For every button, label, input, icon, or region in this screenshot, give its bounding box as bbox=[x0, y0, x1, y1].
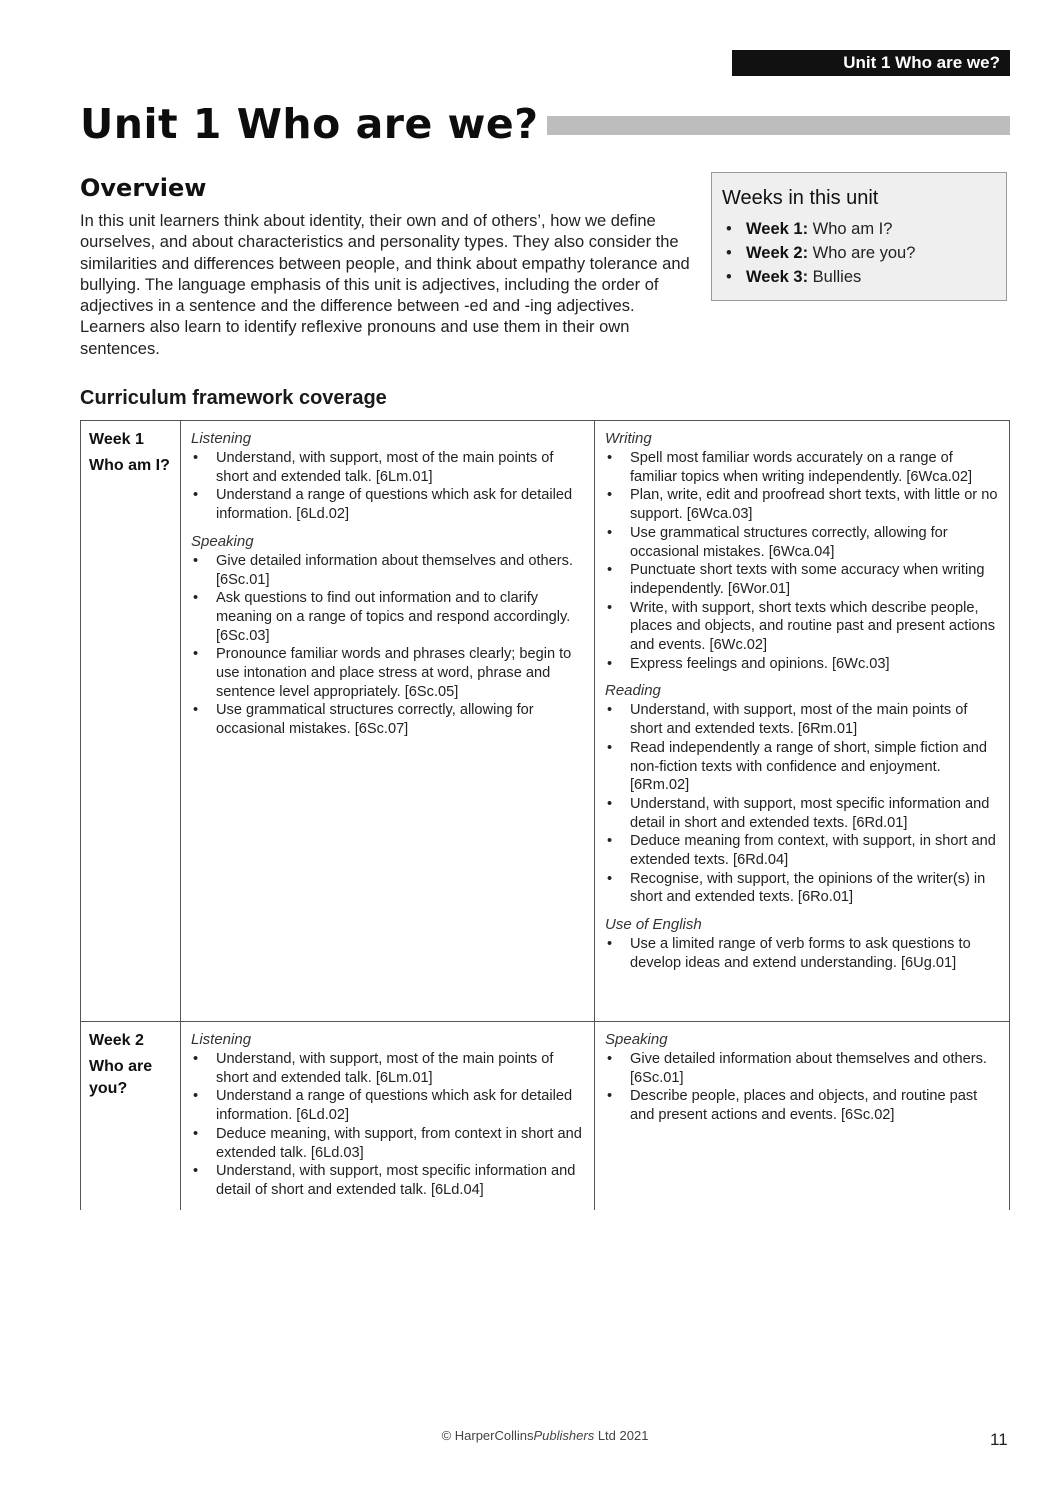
week-topic: Bullies bbox=[812, 268, 862, 286]
objective-section bbox=[605, 429, 999, 673]
objective-list bbox=[605, 701, 999, 907]
list-item: • Understand, with support, most of the main points of short and extended talk. [6Lm.01] bbox=[191, 449, 584, 486]
objective-list bbox=[605, 449, 999, 673]
objectives-cell bbox=[595, 421, 1010, 1021]
objective-list bbox=[605, 1050, 999, 1125]
list-item: • Use a limited range of verb forms to ask questions to develop ideas and extend understanding. [6Ug.01] bbox=[605, 935, 999, 972]
objective-list bbox=[191, 449, 584, 524]
table-row bbox=[80, 420, 1010, 1022]
week-cell bbox=[80, 1022, 181, 1210]
week-topic: Who am I? bbox=[812, 220, 893, 238]
table-row bbox=[80, 1022, 1010, 1210]
copyright-prefix: © HarperCollins bbox=[441, 1428, 534, 1443]
list-item: • Give detailed information about themselves and others. [6Sc.01] bbox=[605, 1050, 999, 1087]
section-title: Writing bbox=[605, 430, 652, 447]
unit-title: Unit 1 Who are we? bbox=[80, 100, 539, 148]
list-item: • Plan, write, edit and proofread short texts, with little or no support. [6Wca.03] bbox=[605, 486, 999, 523]
objective-section bbox=[605, 915, 999, 972]
objective-section bbox=[191, 429, 584, 524]
list-item: • Ask questions to find out information and to clarify meaning on a range of topics and respond accordingly. [6Sc.03] bbox=[191, 589, 584, 645]
objectives-cell bbox=[595, 1022, 1010, 1210]
list-item: • Spell most familiar words accurately on a range of familiar topics when writing independently. [6Wca.02] bbox=[605, 449, 999, 486]
list-item: • Use grammatical structures correctly, allowing for occasional mistakes. [6Wca.04] bbox=[605, 524, 999, 561]
curriculum-table bbox=[80, 420, 1010, 1210]
week-number: Week 1 bbox=[89, 431, 144, 448]
list-item: • Understand a range of questions which ask for detailed information. [6Ld.02] bbox=[191, 1087, 584, 1124]
list-item: • Punctuate short texts with some accuracy when writing independently. [6Wor.01] bbox=[605, 561, 999, 598]
list-item: • Give detailed information about themselves and others. [6Sc.01] bbox=[191, 552, 584, 589]
list-item: • Use grammatical structures correctly, allowing for occasional mistakes. [6Sc.07] bbox=[191, 701, 584, 738]
objective-section bbox=[605, 681, 999, 907]
coverage-heading: Curriculum framework coverage bbox=[80, 387, 387, 409]
week-title: Who am I? bbox=[89, 457, 170, 474]
list-item: • Pronounce familiar words and phrases clearly; begin to use intonation and place stress at word, phrase and sentence level appropriately. [6Sc.05] bbox=[191, 645, 584, 701]
objective-section bbox=[191, 532, 584, 739]
objective-list bbox=[191, 1050, 584, 1200]
section-title: Speaking bbox=[191, 532, 254, 550]
weeks-in-unit-box bbox=[711, 172, 1007, 301]
weeks-list bbox=[722, 217, 996, 289]
overview-heading: Overview bbox=[80, 174, 207, 202]
list-item: • Deduce meaning from context, with support, in short and extended texts. [6Rd.04] bbox=[605, 832, 999, 869]
objectives-cell bbox=[181, 421, 595, 1021]
list-item: • Deduce meaning, with support, from context in short and extended talk. [6Ld.03] bbox=[191, 1125, 584, 1162]
section-title: Reading bbox=[605, 682, 661, 700]
list-item: • Understand, with support, most specific information and detail of short and extended talk. [6Ld.04] bbox=[191, 1162, 584, 1199]
weeks-list-item bbox=[722, 241, 996, 265]
objectives-cell bbox=[181, 1022, 595, 1210]
week-number: Week 2 bbox=[89, 1032, 144, 1049]
objective-list bbox=[605, 935, 999, 972]
list-item: • Understand, with support, most of the main points of short and extended texts. [6Rm.01] bbox=[605, 701, 999, 738]
list-item: • Understand, with support, most specific information and detail in short and extended texts. [6Rd.01] bbox=[605, 795, 999, 832]
title-rule-bar bbox=[547, 116, 1010, 135]
section-title: Listening bbox=[191, 1031, 252, 1048]
week-topic: Who are you? bbox=[812, 244, 916, 262]
overview-text: In this unit learners think about identity, their own and of others’, how we define ourselves, and about characteristics and personality types. They also consider the similarities and differences between people, and think about empathy tolerance and bullying. The language emphasis of this unit is adjectives, including the order of adjectives in a sentence and the difference between -ed and -ing adjectives. Learners also learn to identify reflexive pronouns and use them in their own sentences. bbox=[80, 212, 690, 358]
list-item: • Recognise, with support, the opinions of the writer(s) in short and extended texts. [6Ro.01] bbox=[605, 870, 999, 907]
section-title: Use of English bbox=[605, 916, 702, 934]
weeks-list-item bbox=[722, 265, 996, 289]
list-item: • Write, with support, short texts which describe people, places and objects, and routine past and present actions and events. [6Wc.02] bbox=[605, 599, 999, 655]
list-item: • Read independently a range of short, simple fiction and non-fiction texts with confidence and enjoyment. [6Rm.02] bbox=[605, 739, 999, 795]
copyright-footer bbox=[0, 1428, 1060, 1443]
section-title: Listening bbox=[191, 430, 252, 447]
objective-section bbox=[605, 1030, 999, 1125]
page-number: 11 bbox=[990, 1430, 1008, 1449]
list-item: • Express feelings and opinions. [6Wc.03] bbox=[605, 655, 999, 674]
week-cell bbox=[80, 421, 181, 1021]
week-label: Week 2: bbox=[746, 244, 809, 262]
section-title: Speaking bbox=[605, 1031, 668, 1048]
list-item: • Describe people, places and objects, and routine past and present actions and events. [6Sc.02] bbox=[605, 1087, 999, 1124]
copyright-italic: Publishers bbox=[533, 1428, 595, 1443]
week-label: Week 1: bbox=[746, 220, 809, 238]
list-item: • Understand, with support, most of the main points of short and extended talk. [6Lm.01] bbox=[191, 1050, 584, 1087]
weeks-list-item bbox=[722, 217, 996, 241]
objective-list bbox=[191, 552, 584, 739]
running-header-tab: Unit 1 Who are we? bbox=[732, 50, 1010, 76]
objective-section bbox=[191, 1030, 584, 1200]
list-item: • Understand a range of questions which ask for detailed information. [6Ld.02] bbox=[191, 486, 584, 523]
copyright-suffix: Ltd 2021 bbox=[594, 1428, 649, 1443]
week-title: Who are you? bbox=[89, 1058, 153, 1097]
weeks-box-title: Weeks in this unit bbox=[722, 187, 879, 209]
week-label: Week 3: bbox=[746, 268, 809, 286]
